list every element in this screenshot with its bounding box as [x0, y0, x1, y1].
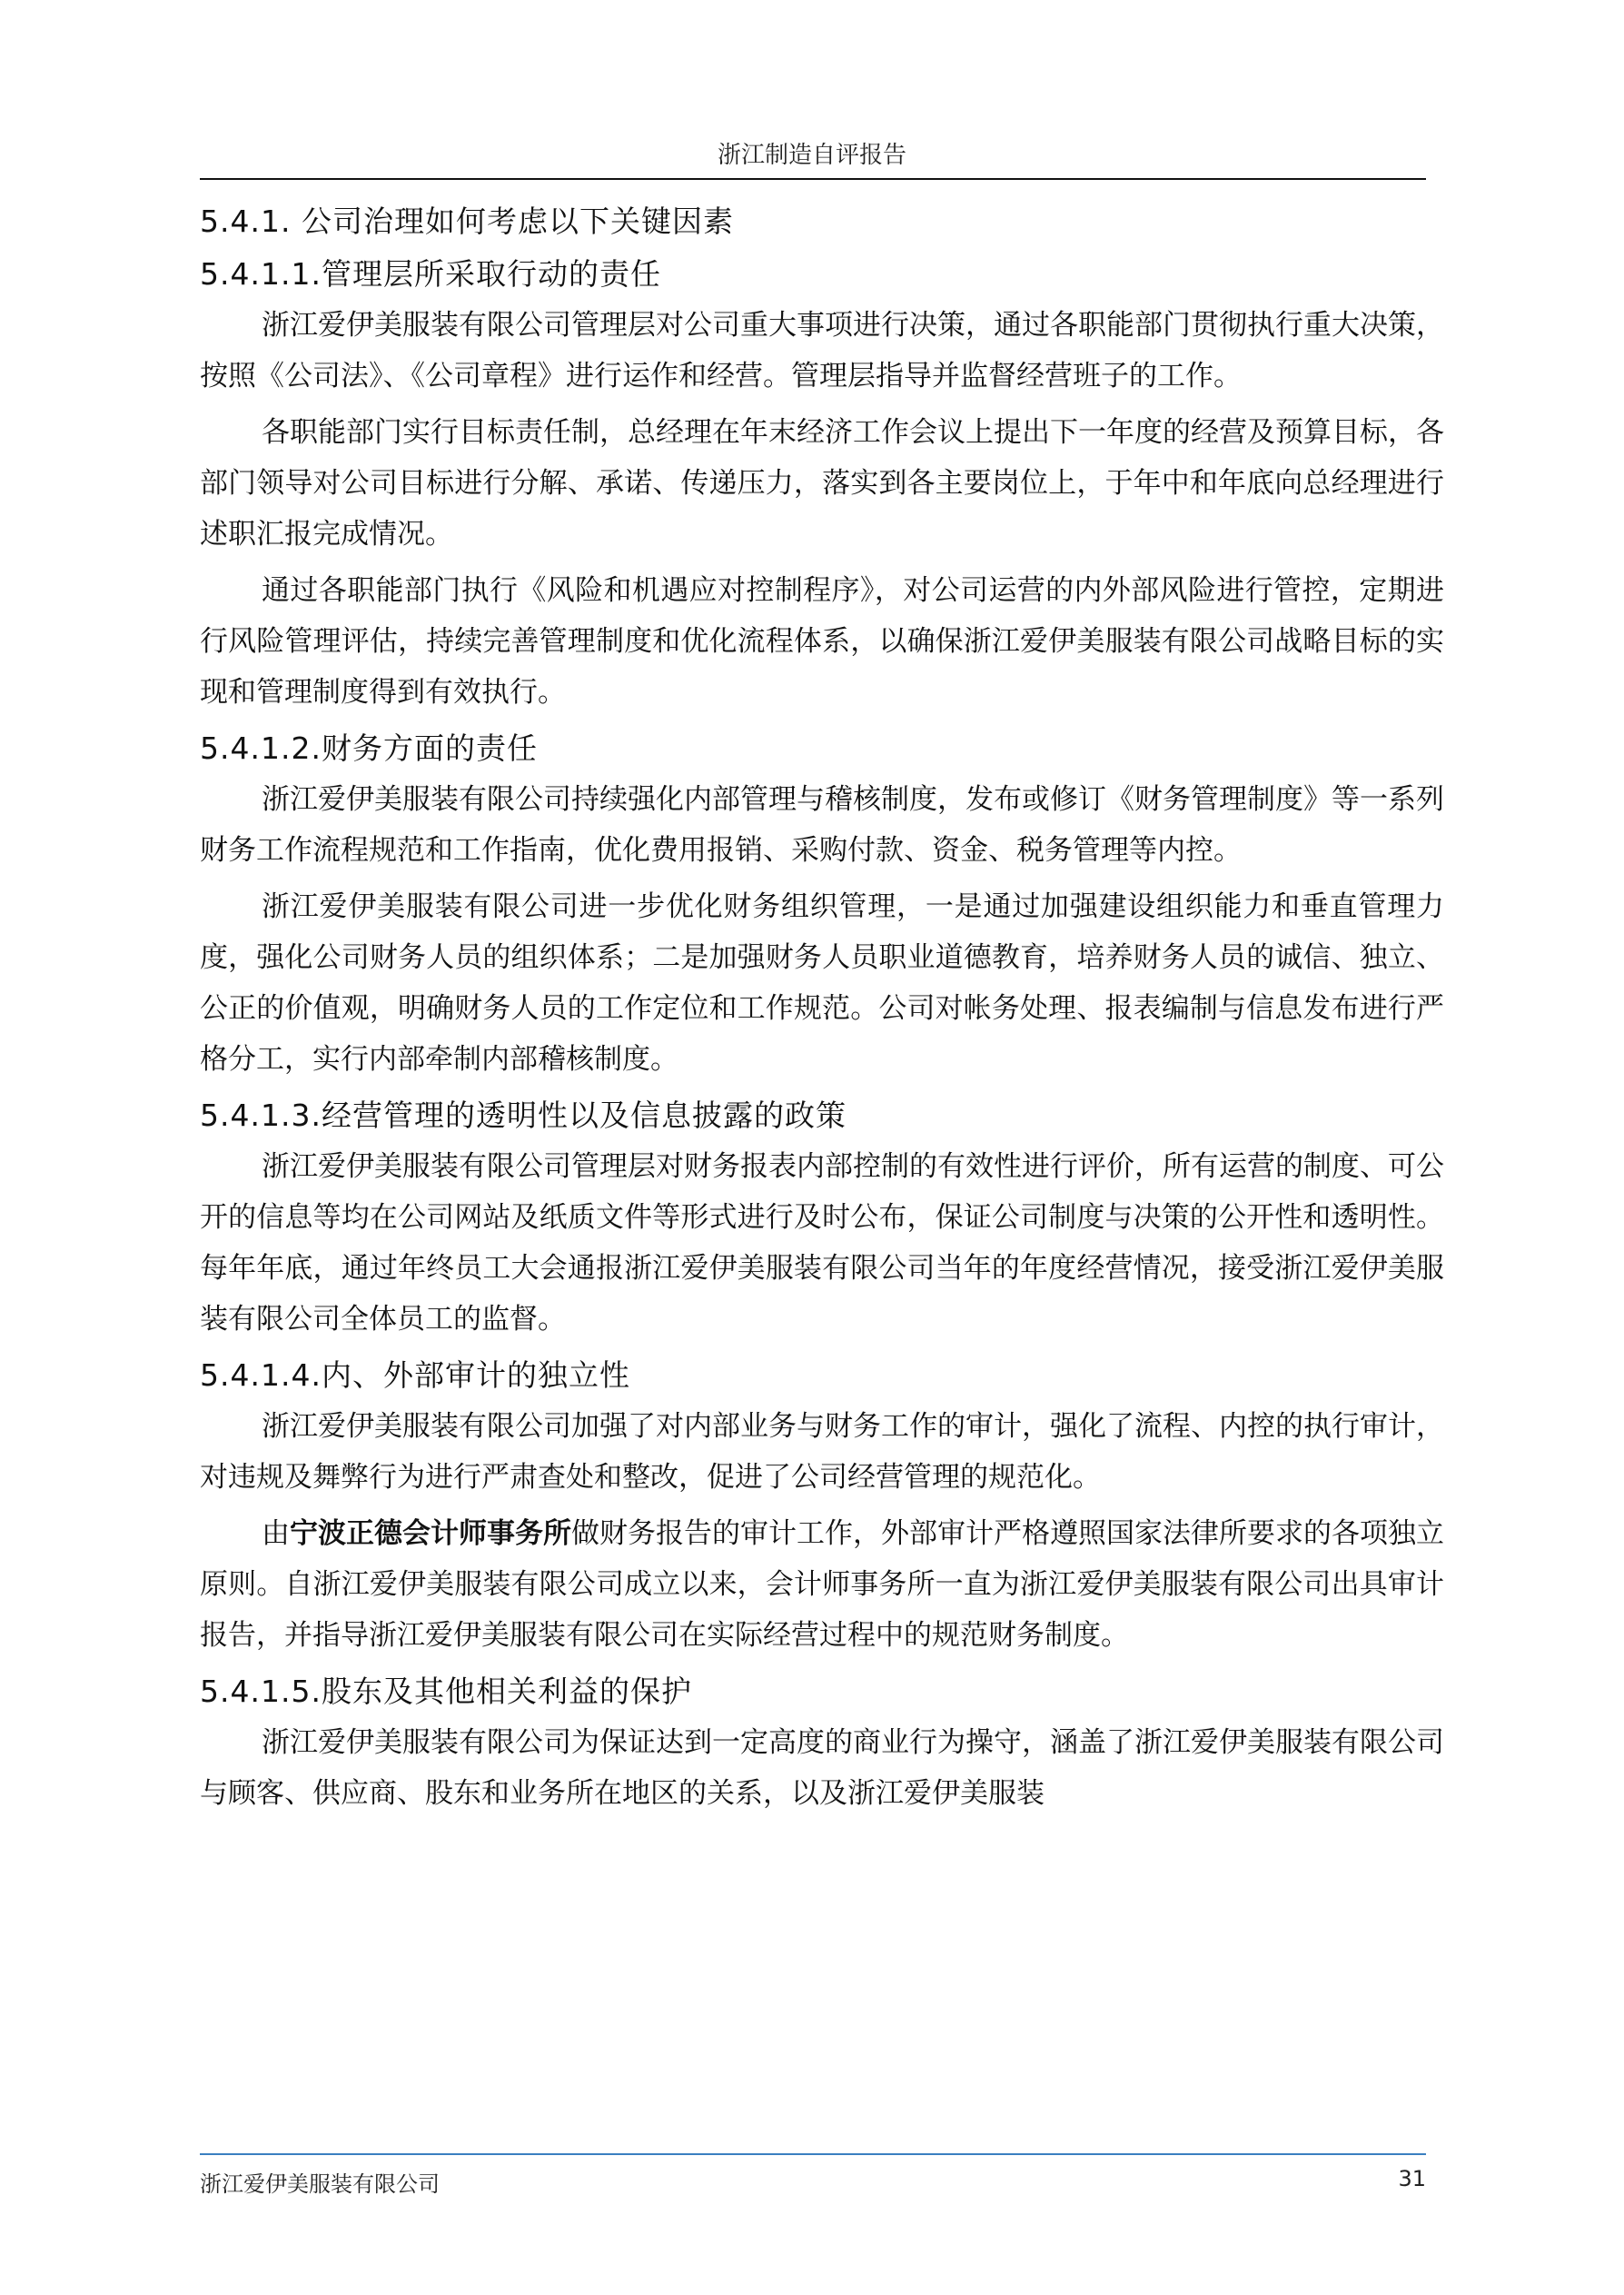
document-body	[200, 193, 1444, 1824]
paragraph: 各职能部门实行目标责任制，总经理在年末经济工作会议上提出下一年度的经营及预算目标，各部门领导对公司目标进行分解、承诺、传递压力，落实到各主要岗位上，于年中和年底向总经理进行述职汇报完成情况。	[200, 416, 1444, 551]
section-heading-5-4-1: 5.4.1. 公司治理如何考虑以下关键因素	[200, 204, 734, 239]
section-heading-5-4-1-2: 5.4.1.2.财务方面的责任	[200, 730, 538, 766]
paragraph-rest: 做财务报告的审计工作，外部审计严格遵照国家法律所要求的各项独立原则。自浙江爱伊美服装有限公司成立以来，会计师事务所一直为浙江爱伊美服装有限公司出具审计报告，并指导浙江爱伊美服装有限公司在实际经营过程中的规范财务制度。	[200, 1517, 1444, 1652]
section-heading-5-4-1-1: 5.4.1.1.管理层所采取行动的责任	[200, 256, 661, 292]
footer-company-name: 浙江爱伊美服装有限公司	[200, 2171, 440, 2197]
header-divider	[200, 178, 1426, 180]
paragraph: 浙江爱伊美服装有限公司进一步优化财务组织管理，一是通过加强建设组织能力和垂直管理力度，强化公司财务人员的组织体系；二是加强财务人员职业道德教育，培养财务人员的诚信、独立、公正的价值观，明确财务人员的工作定位和工作规范。公司对帐务处理、报表编制与信息发布进行严格分工，实行内部牵制内部稽核制度。	[200, 890, 1444, 1076]
paragraph: 浙江爱伊美服装有限公司管理层对财务报表内部控制的有效性进行评价，所有运营的制度、可公开的信息等均在公司网站及纸质文件等形式进行及时公布，保证公司制度与决策的公开性和透明性。每年年底，通过年终员工大会通报浙江爱伊美服装有限公司当年的年度经营情况，接受浙江爱伊美服装有限公司全体员工的监督。	[200, 1150, 1444, 1336]
footer-page-number: 31	[1398, 2166, 1426, 2191]
footer-divider	[200, 2153, 1426, 2155]
page-header-title: 浙江制造自评报告	[717, 142, 906, 169]
paragraph: 浙江爱伊美服装有限公司管理层对公司重大事项进行决策，通过各职能部门贯彻执行重大决策，按照《公司法》、《公司章程》进行运作和经营。管理层指导并监督经营班子的工作。	[200, 309, 1444, 392]
section-heading-5-4-1-3: 5.4.1.3.经营管理的透明性以及信息披露的政策	[200, 1098, 847, 1133]
paragraph: 浙江爱伊美服装有限公司持续强化内部管理与稽核制度，发布或修订《财务管理制度》等一系列财务工作流程规范和工作指南，优化费用报销、采购付款、资金、税务管理等内控。	[200, 783, 1444, 867]
paragraph: 浙江爱伊美服装有限公司为保证达到一定高度的商业行为操守，涵盖了浙江爱伊美服装有限公司与顾客、供应商、股东和业务所在地区的关系，以及浙江爱伊美服装	[200, 1726, 1444, 1810]
paragraph: 浙江爱伊美服装有限公司加强了对内部业务与财务工作的审计，强化了流程、内控的执行审计，对违规及舞弊行为进行严肃查处和整改，促进了公司经营管理的规范化。	[200, 1410, 1444, 1494]
audit-firm-name: 宁波正德会计师事务所	[290, 1517, 571, 1550]
paragraph: 通过各职能部门执行《风险和机遇应对控制程序》，对公司运营的内外部风险进行管控，定期进行风险管理评估，持续完善管理制度和优化流程体系，以确保浙江爱伊美服装有限公司战略目标的实现和管理制度得到有效执行。	[200, 574, 1444, 709]
paragraph-prefix: 由	[262, 1517, 290, 1550]
section-heading-5-4-1-5: 5.4.1.5.股东及其他相关利益的保护	[200, 1674, 692, 1709]
paragraph-audit-firm	[200, 1508, 1444, 1661]
section-heading-5-4-1-4: 5.4.1.4.内、外部审计的独立性	[200, 1357, 630, 1393]
